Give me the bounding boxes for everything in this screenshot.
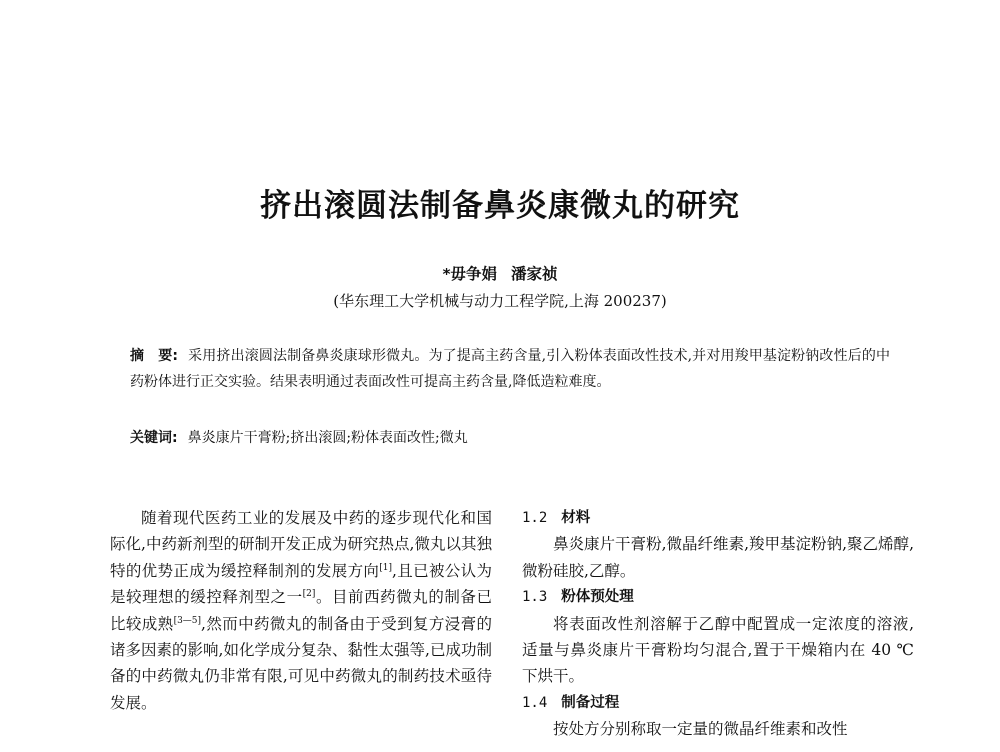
author-line	[0, 262, 1000, 284]
paper-title: 挤出滚圆法制备鼻炎康微丸的研究	[260, 188, 740, 224]
section-paragraph: 将表面改性剂溶解于乙醇中配置成一定浓度的溶液,适量与鼻炎康片干膏粉均匀混合,置于干燥箱内在 40 ℃下烘干。	[522, 614, 914, 686]
section-title: 粉体预处理	[561, 589, 634, 606]
section-number: 1.4	[522, 694, 548, 711]
citation-ref: [3—5]	[173, 615, 202, 626]
section-number: 1.3	[522, 589, 548, 606]
left-column	[110, 505, 492, 716]
intro-text: 随着现代医药工业的发展及中药的逐步现代化和国际化,中药新剂型的研制开发正成为研究热点,微丸以其独特的优势正成为缓控释制剂的发展方向	[110, 509, 492, 580]
intro-text: ,然而中药微丸的制备由于受到复方浸膏的诸多因素的影响,如化学成分复杂、黏性太强等,已成功制备的中药微丸仍非常有限,可见中药微丸的制药技术亟待发展。	[110, 614, 492, 712]
affiliation: (华东理工大学机械与动力工程学院,上海 200237)	[333, 292, 667, 310]
section-paragraph: 按处方分别称取一定量的微晶纤维素和改性	[553, 720, 848, 739]
intro-text: ,且已被公认为是较理想的缓控释剂型之一	[110, 561, 492, 607]
abstract	[130, 343, 890, 395]
right-column	[522, 505, 914, 743]
author-name: *毋争娟	[442, 265, 498, 283]
section-title: 材料	[561, 510, 591, 526]
intro-paragraph	[110, 505, 492, 716]
author-name: 潘家祯	[511, 265, 558, 283]
keywords	[130, 425, 890, 451]
abstract-text: 采用挤出滚圆法制备鼻炎康球形微丸。为了提高主药含量,引入粉体表面改性技术,并对用羧甲基淀粉钠改性后的中药粉体进行正交实验。结果表明通过表面改性可提高主药含量,降低造粒难度。	[130, 348, 890, 390]
keywords-text: 鼻炎康片干膏粉;挤出滚圆;粉体表面改性;微丸	[187, 430, 468, 446]
intro-text: 。目前西药微丸的制备已比较成熟	[110, 588, 492, 633]
abstract-label: 摘 要:	[130, 348, 179, 364]
citation-ref: [1]	[379, 562, 393, 573]
section-heading	[522, 690, 914, 716]
citation-ref: [2]	[302, 589, 316, 600]
section-heading	[522, 505, 914, 531]
section-heading	[522, 584, 914, 610]
section-paragraph: 鼻炎康片干膏粉,微晶纤维素,羧甲基淀粉钠,聚乙烯醇,微粉硅胶,乙醇。	[522, 535, 914, 580]
section-title: 制备过程	[561, 694, 620, 711]
section-number: 1.2	[522, 510, 548, 526]
keywords-label: 关键词:	[130, 430, 178, 446]
